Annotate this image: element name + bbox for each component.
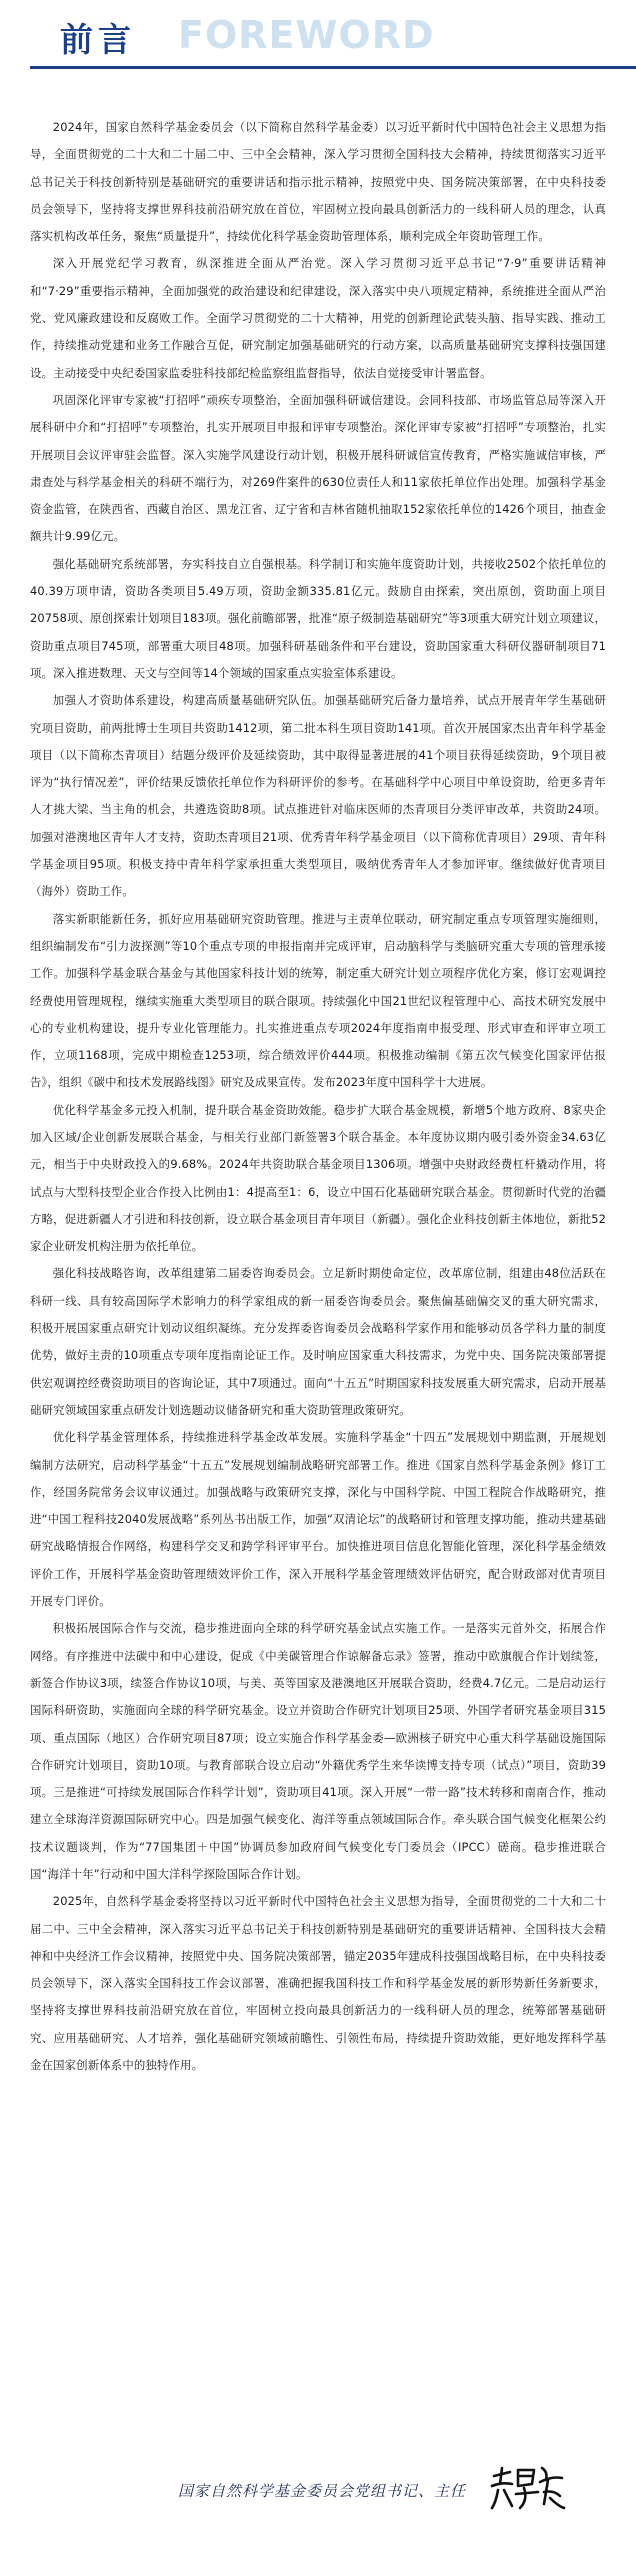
paragraph: 强化科技战略咨询，改革组建第二届委咨询委员会。立足新时期使命定位，改革席位制，组建由48位活跃在科研一线、具有较高国际学术影响力的科学家组成的新一届委咨询委员会。聚焦偏基础偏交叉的重大研究需求，积极开展国家重点研究计划动议组织凝练。充分发挥委咨询委员会战略科学家作用和能够动员各学科力量的制度优势，做好主责的10项重点专项年度指南论证工作。及时响应国家重大科技需求，为党中央、国务院决策部署提供宏观调控经费资助项目的咨询论证，其中7项通过。面向“十五五”时期国家科技发展重大研究需求，启动开展基础研究领域国家重点研发计划选题动议储备研究和重大资助管理政策研究。 <box>30 1266 606 1417</box>
signatory-title: 国家自然科学基金委员会党组书记、主任 <box>177 2482 466 2500</box>
page-title-english: FOREWORD <box>178 13 435 57</box>
paragraph: 落实新职能新任务，抓好应用基础研究资助管理。推进与主责单位联动，研究制定重点专项管理实施细则，组织编制发布“引力波探测”等10个重点专项的申报指南并完成评审，启动脑科学与类脑研究重大专项的管理承接工作。加强科学基金联合基金与其他国家科技计划的统筹，制定重大研究计划立项程序优化方案，修订宏观调控经费使用管理规程，继续实施重大类型项目的联合限项。持续强化中国21世纪议程管理中心、高技术研究发展中心的专业机构建设，提升专业化管理能力。扎实推进重点专项2024年度指南申报受理、形式审查和评审立项工作，立项1168项，完成中期检查1253项，综合绩效评价444项。积极推动编制《第五次气候变化国家评估报告》，组织《碳中和技术发展路线图》研究及成果宣传。发布2023年度中国科学十大进展。 <box>30 911 606 1090</box>
paragraph: 优化科学基金多元投入机制，提升联合基金资助效能。稳步扩大联合基金规模，新增5个地方政府、8家央企加入区域/企业创新发展联合基金，与相关行业部门新签署3个联合基金。本年度协议期内吸引委外资金34.63亿元，相当于中央财政投入的9.68%。2024年共资助联合基金项目1306项。增强中央财政经费杠杆撬动作用，将试点与大型科技型企业合作投入比例由1：4提高至1：6，设立中国石化基础研究联合基金。贯彻新时代党的治疆方略，促进新疆人才引进和科技创新，设立联合基金项目青年项目（新疆）。强化企业科技创新主体地位，新批52家企业研发机构注册为依托单位。 <box>30 1102 606 1254</box>
paragraph: 积极拓展国际合作与交流，稳步推进面向全球的科学研究基金试点实施工作。一是落实元首外交，拓展合作网络。有序推进中法碳中和中心建设，促成《中美碳管理合作谅解备忘录》签署，推动中欧旗舰合作计划续签，新签合作协议3项，续签合作协议10项，与美、英等国家及港澳地区开展联合资助，经费4.7亿元。二是启动运行国际科研资助，实施面向全球的科学研究基金。设立并资助合作研究计划项目25项、外国学者研究基金项目315项、重点国际（地区）合作研究项目87项；设立实施合作科学基金委—欧洲核子研究中心重大科学基础设施国际合作研究计划项目，资助10项。与教育部联合设立启动“外籍优秀学生来华读博支持专项（试点）”项目，资助39项。三是推进“可持续发展国际合作科学计划”，资助项目41项。深入开展“一带一路”技术转移和南南合作，推动建立全球海洋资源国际研究中心。四是加强气候变化、海洋等重点领域国际合作。牵头联合国气候变化框架公约技术议题谈判，作为“77国集团＋中国”协调员参加政府间气候变化专门委员会（IPCC）磋商。稳步推进联合国“海洋十年”行动和中国大洋科学探险国际合作计划。 <box>30 1621 606 1881</box>
header-divider <box>30 66 636 69</box>
page-title: 前言 <box>60 20 136 59</box>
paragraph: 深入开展党纪学习教育，纵深推进全面从严治党。深入学习贯彻习近平总书记“7·9”重要讲话精神和“7·29”重要指示精神，全面加强党的政治建设和纪律建设，深入落实中央八项规定精神，系统推进全面从严治党、党风廉政建设和反腐败工作。全面学习贯彻党的二十大精神，用党的创新理论武装头脑、指导实践、推动工作，持续推动党建和业务工作融合互促，研究制定加强基础研究的行动方案，以高质量基础研究支撑科技强国建设。主动接受中央纪委国家监委驻科技部纪检监察组监督指导，依法自觉接受审计署监督。 <box>30 256 606 380</box>
paragraph: 优化科学基金管理体系，持续推进科学基金改革发展。实施科学基金“十四五”发展规划中期监测，开展规划编制方法研究，启动科学基金“十五五”发展规划编制战略研究部署工作。推进《国家自然科学基金条例》修订工作，经国务院常务会议审议通过。加强战略与政策研究支撑，深化与中国科学院、中国工程院合作战略研究，推进“中国工程科技2040发展战略”系列丛书出版工作，加强“双清论坛”的战略研讨和管理支撑功能，推动共建基础研究战略情报合作网络，构建科学交叉和跨学科评审平台。加快推进项目信息化智能化管理，深化科学基金绩效评价工作，开展科学基金资助管理绩效评价工作，深入开展科学基金管理绩效评估研究，配合财政部对优青项目开展专门评价。 <box>30 1430 606 1609</box>
paragraph: 加强人才资助体系建设，构建高质量基础研究队伍。加强基础研究后备力量培养，试点开展青年学生基础研究项目资助，前两批博士生项目共资助1412项，第二批本科生项目资助141项。首次开展国家杰出青年科学基金项目（以下简称杰青项目）结题分级评价及延续资助，其中取得显著进展的41个项目获得延续资助，9个项目被评为“执行情况差”，评价结果反馈依托单位作为科研评价的参考。在基础科学中心项目中单设资助，给更多青年人才挑大梁、当主角的机会，共遴选资助8项。试点推进针对临床医师的杰青项目分类评审改革，共资助24项。加强对港澳地区青年人才支持，资助杰青项目21项、优秀青年科学基金项目（以下简称优青项目）29项、青年科学基金项目95项。积极支持中青年科学家承担重大类型项目，吸纳优秀青年人才参加评审。继续做好优青项目（海外）资助工作。 <box>30 693 606 899</box>
foreword-body <box>30 78 606 2079</box>
paragraph: 巩固深化评审专家被“打招呼”顽疾专项整治，全面加强科研诚信建设。会同科技部、市场监管总局等深入开展科研中介和“打招呼”专项整治，扎实开展项目申报和评审专项整治。深化评审专家被“打招呼”专项整治，扎实开展项目会议评审驻会监督。深入实施学风建设行动计划，积极开展科研诚信宣传教育，严格实施诚信审核，严肃查处与科学基金相关的科研不端行为，对269件案件的630位责任人和11家依托单位作出处理。加强科学基金资金监管，在陕西省、西藏自治区、黑龙江省、辽宁省和吉林省随机抽取152家依托单位的1426个项目，抽查金额共计9.99亿元。 <box>30 392 606 544</box>
signature-block <box>0 2458 636 2518</box>
paragraph: 强化基础研究系统部署，夯实科技自立自强根基。科学制订和实施年度资助计划，共接收2502个依托单位的40.39万项申请，资助各类项目5.49万项，资助金额335.81亿元。鼓励自由探索，突出原创，资助面上项目20758项、原创探索计划项目183项。强化前瞻部署，批准“原子级制造基础研究”等3项重大研究计划立项建议，资助重点项目745项，部署重大项目48项。加强科研基础条件和平台建设，资助国家重大科研仪器研制项目71项。深入推进数理、天文与空间等14个领域的国家重点实验室体系建设。 <box>30 556 606 680</box>
paragraph: 2025年，自然科学基金委将坚持以习近平新时代中国特色社会主义思想为指导，全面贯彻党的二十大和二十届二中、三中全会精神，深入落实习近平总书记关于科技创新特别是基础研究的重要讲话精神、全国科技大会精神和中央经济工作会议精神，按照党中央、国务院决策部署，锚定2035年建成科技强国战略目标，在中央科技委员会领导下，深入落实全国科技工作会议部署，准确把握我国科技工作和科学基金发展的新形势新任务新要求，坚持将支撑世界科技前沿研究放在首位，牢固树立投向最具创新活力的一线科研人员的理念，统筹部署基础研究、应用基础研究、人才培养，强化基础研究领域前瞻性、引领性布局，持续提升资助效能，更好地发挥科学基金在国家创新体系中的独特作用。 <box>30 1894 606 2073</box>
handwritten-signature <box>488 2462 566 2516</box>
paragraph: 2024年，国家自然科学基金委员会（以下简称自然科学基金委）以习近平新时代中国特色社会主义思想为指导，全面贯彻党的二十大和二十届二中、三中全会精神，深入学习贯彻全国科技大会精神，持续贯彻落实习近平总书记关于科技创新特别是基础研究的重要讲话和指示批示精神，按照党中央、国务院决策部署，在中央科技委员会领导下，坚持将支撑世界科技前沿研究放在首位，牢固树立投向最具创新活力的一线科研人员的理念，认真落实机构改革任务，聚焦“质量提升”，持续优化科学基金资助管理体系，顺利完成全年资助管理工作。 <box>30 120 606 244</box>
page-header <box>30 0 606 78</box>
